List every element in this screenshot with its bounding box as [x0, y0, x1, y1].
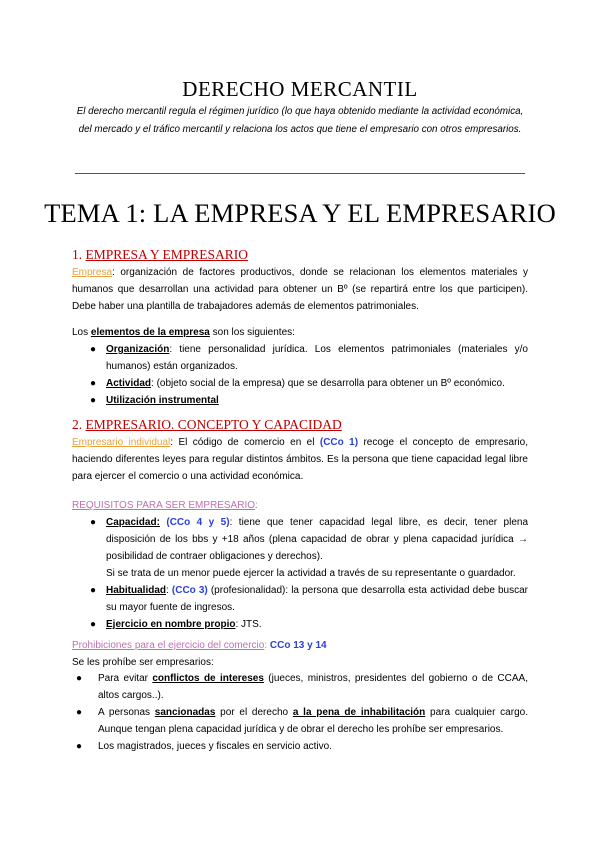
list-item — [76, 738, 528, 755]
bullet-icon: ● — [90, 344, 97, 355]
bullet-text: : JTS. — [235, 619, 262, 630]
section-2-heading — [72, 417, 342, 433]
requisitos-title: REQUISITOS PARA SER EMPRESARIO — [72, 500, 256, 511]
section-1-number: 1. — [72, 247, 83, 262]
bullet-icon: ● — [76, 707, 83, 718]
bullet-term: Utilización instrumental — [106, 395, 219, 406]
elements-pre: Los — [72, 327, 91, 338]
bullet-extra: Si se trata de un menor puede ejercer la actividad a través de su representante o guardador. — [106, 568, 516, 579]
bullet-text: A personas — [98, 707, 155, 718]
bullet-text: para cualquier cargo. Aunque tengan plena capacidad jurídica y de obrar el derecho les prohíbe ser empresarios. — [98, 707, 528, 735]
bullet-icon: ● — [76, 673, 83, 684]
empresario-individual-term: Empresario individual — [72, 437, 171, 448]
bullet-text: (jueces, ministros, presidentes del gobierno o de CCAA, altos cargos..). — [98, 673, 528, 701]
empresario-text-b: recoge el concepto de empresario, haciendo diferentes leyes para regular distintos ámbitos. Es la persona que tiene capacidad legal libre para ejercer el comercio o una actividad económica. — [72, 437, 528, 482]
empresario-individual — [72, 434, 528, 485]
bullet-term: conflictos de intereses — [152, 673, 264, 684]
requisitos-list — [90, 514, 528, 633]
elements-list — [90, 341, 528, 409]
bullet-icon: ● — [90, 619, 97, 630]
prohibiciones-heading — [72, 637, 528, 654]
cco-reference: (CCo 4 y 5) — [166, 517, 230, 528]
bullet-term: a la pena de inhabilitación — [292, 707, 426, 718]
elements-intro — [72, 324, 528, 341]
list-item — [76, 670, 528, 704]
list-item — [90, 375, 528, 392]
bullet-term: Capacidad: — [106, 517, 160, 528]
section-2-number: 2. — [72, 417, 83, 432]
bullet-icon: ● — [90, 517, 97, 528]
bullet-text: (profesionalidad): la persona que desarrolla esta actividad debe buscar su mayor fuente de ingresos. — [106, 585, 528, 613]
cco-reference: (CCo 1) — [319, 437, 359, 448]
intro-paragraph: El derecho mercantil regula el régimen jurídico (lo que haya obtenido mediante la actividad económica, del mercado y el tráfico mercantil y relaciona los actos que tiene el empresario con otros empresarios. — [76, 106, 524, 135]
bullet-term: Habitualidad — [106, 585, 167, 596]
empresa-definition — [72, 264, 528, 315]
elements-post: son los siguientes: — [209, 327, 295, 338]
list-item — [90, 392, 528, 409]
tema-heading: TEMA 1: LA EMPRESA Y EL EMPRESARIO — [44, 198, 556, 228]
bullet-term: Actividad — [106, 378, 152, 389]
prohibiciones-list — [76, 670, 528, 755]
divider — [75, 173, 525, 174]
bullet-text: : tiene que tener capacidad legal libre, es decir, tener plena disposición de los bbs y +18 años (plena capacidad de obrar y plena capacidad jurídica → posibilidad de contraer obligaciones y derechos). — [106, 517, 529, 562]
section-1-title: EMPRESA Y EMPRESARIO — [85, 247, 249, 262]
requisitos-heading — [72, 497, 528, 514]
requisitos-colon: : — [255, 500, 258, 511]
list-item — [90, 341, 528, 375]
prohibiciones-colon: : — [264, 640, 270, 651]
bullet-term: sancionadas — [154, 707, 216, 718]
empresa-term: Empresa — [72, 267, 113, 278]
bullet-icon: ● — [90, 585, 97, 596]
prohibiciones-intro: Se les prohíbe ser empresarios: — [72, 657, 214, 668]
prohibiciones-title: Prohibiciones para el ejercicio del comercio — [72, 640, 265, 651]
bullet-term: Organización — [106, 344, 170, 355]
section-1-heading — [72, 247, 248, 263]
elements-term: elementos de la empresa — [90, 327, 210, 338]
bullet-text: por el derecho — [215, 707, 293, 718]
bullet-icon: ● — [90, 378, 97, 389]
empresario-text-a: : El código de comercio en el — [170, 437, 320, 448]
cco-reference: (CCo 3) — [171, 585, 208, 596]
list-item — [76, 704, 528, 738]
cco-reference: CCo 13 y 14 — [269, 640, 327, 651]
bullet-text: Los magistrados, jueces y fiscales en servicio activo. — [98, 741, 332, 752]
bullet-text: : tiene personalidad jurídica. Los elementos patrimoniales (materiales y/o humanos) están organizados. — [106, 344, 528, 372]
bullet-icon: ● — [90, 395, 97, 406]
section-2-title: EMPRESARIO. CONCEPTO Y CAPACIDAD — [85, 417, 342, 432]
list-item — [90, 616, 528, 633]
bullet-text: Para evitar — [98, 673, 153, 684]
document-title: DERECHO MERCANTIL — [182, 77, 418, 101]
bullet-icon: ● — [76, 741, 83, 752]
list-item: ● Habitualidad: (CCo 3) (profesionalidad): la persona que desarrolla esta actividad debe buscar su mayor fuente de ingresos. — [90, 582, 528, 616]
bullet-term: Ejercicio en nombre propio — [106, 619, 236, 630]
empresa-text: : organización de factores productivos, donde se relacionan los elementos materiales y humanos que desarrollan una actividad para obtener un Bº (se repartirá entre los que participen). Debe haber una plantilla de trabajadores además de elementos patrimoniales. — [72, 267, 528, 312]
bullet-text: : (objeto social de la empresa) que se desarrolla para obtener un Bº económico. — [151, 378, 505, 389]
list-item — [90, 514, 528, 582]
